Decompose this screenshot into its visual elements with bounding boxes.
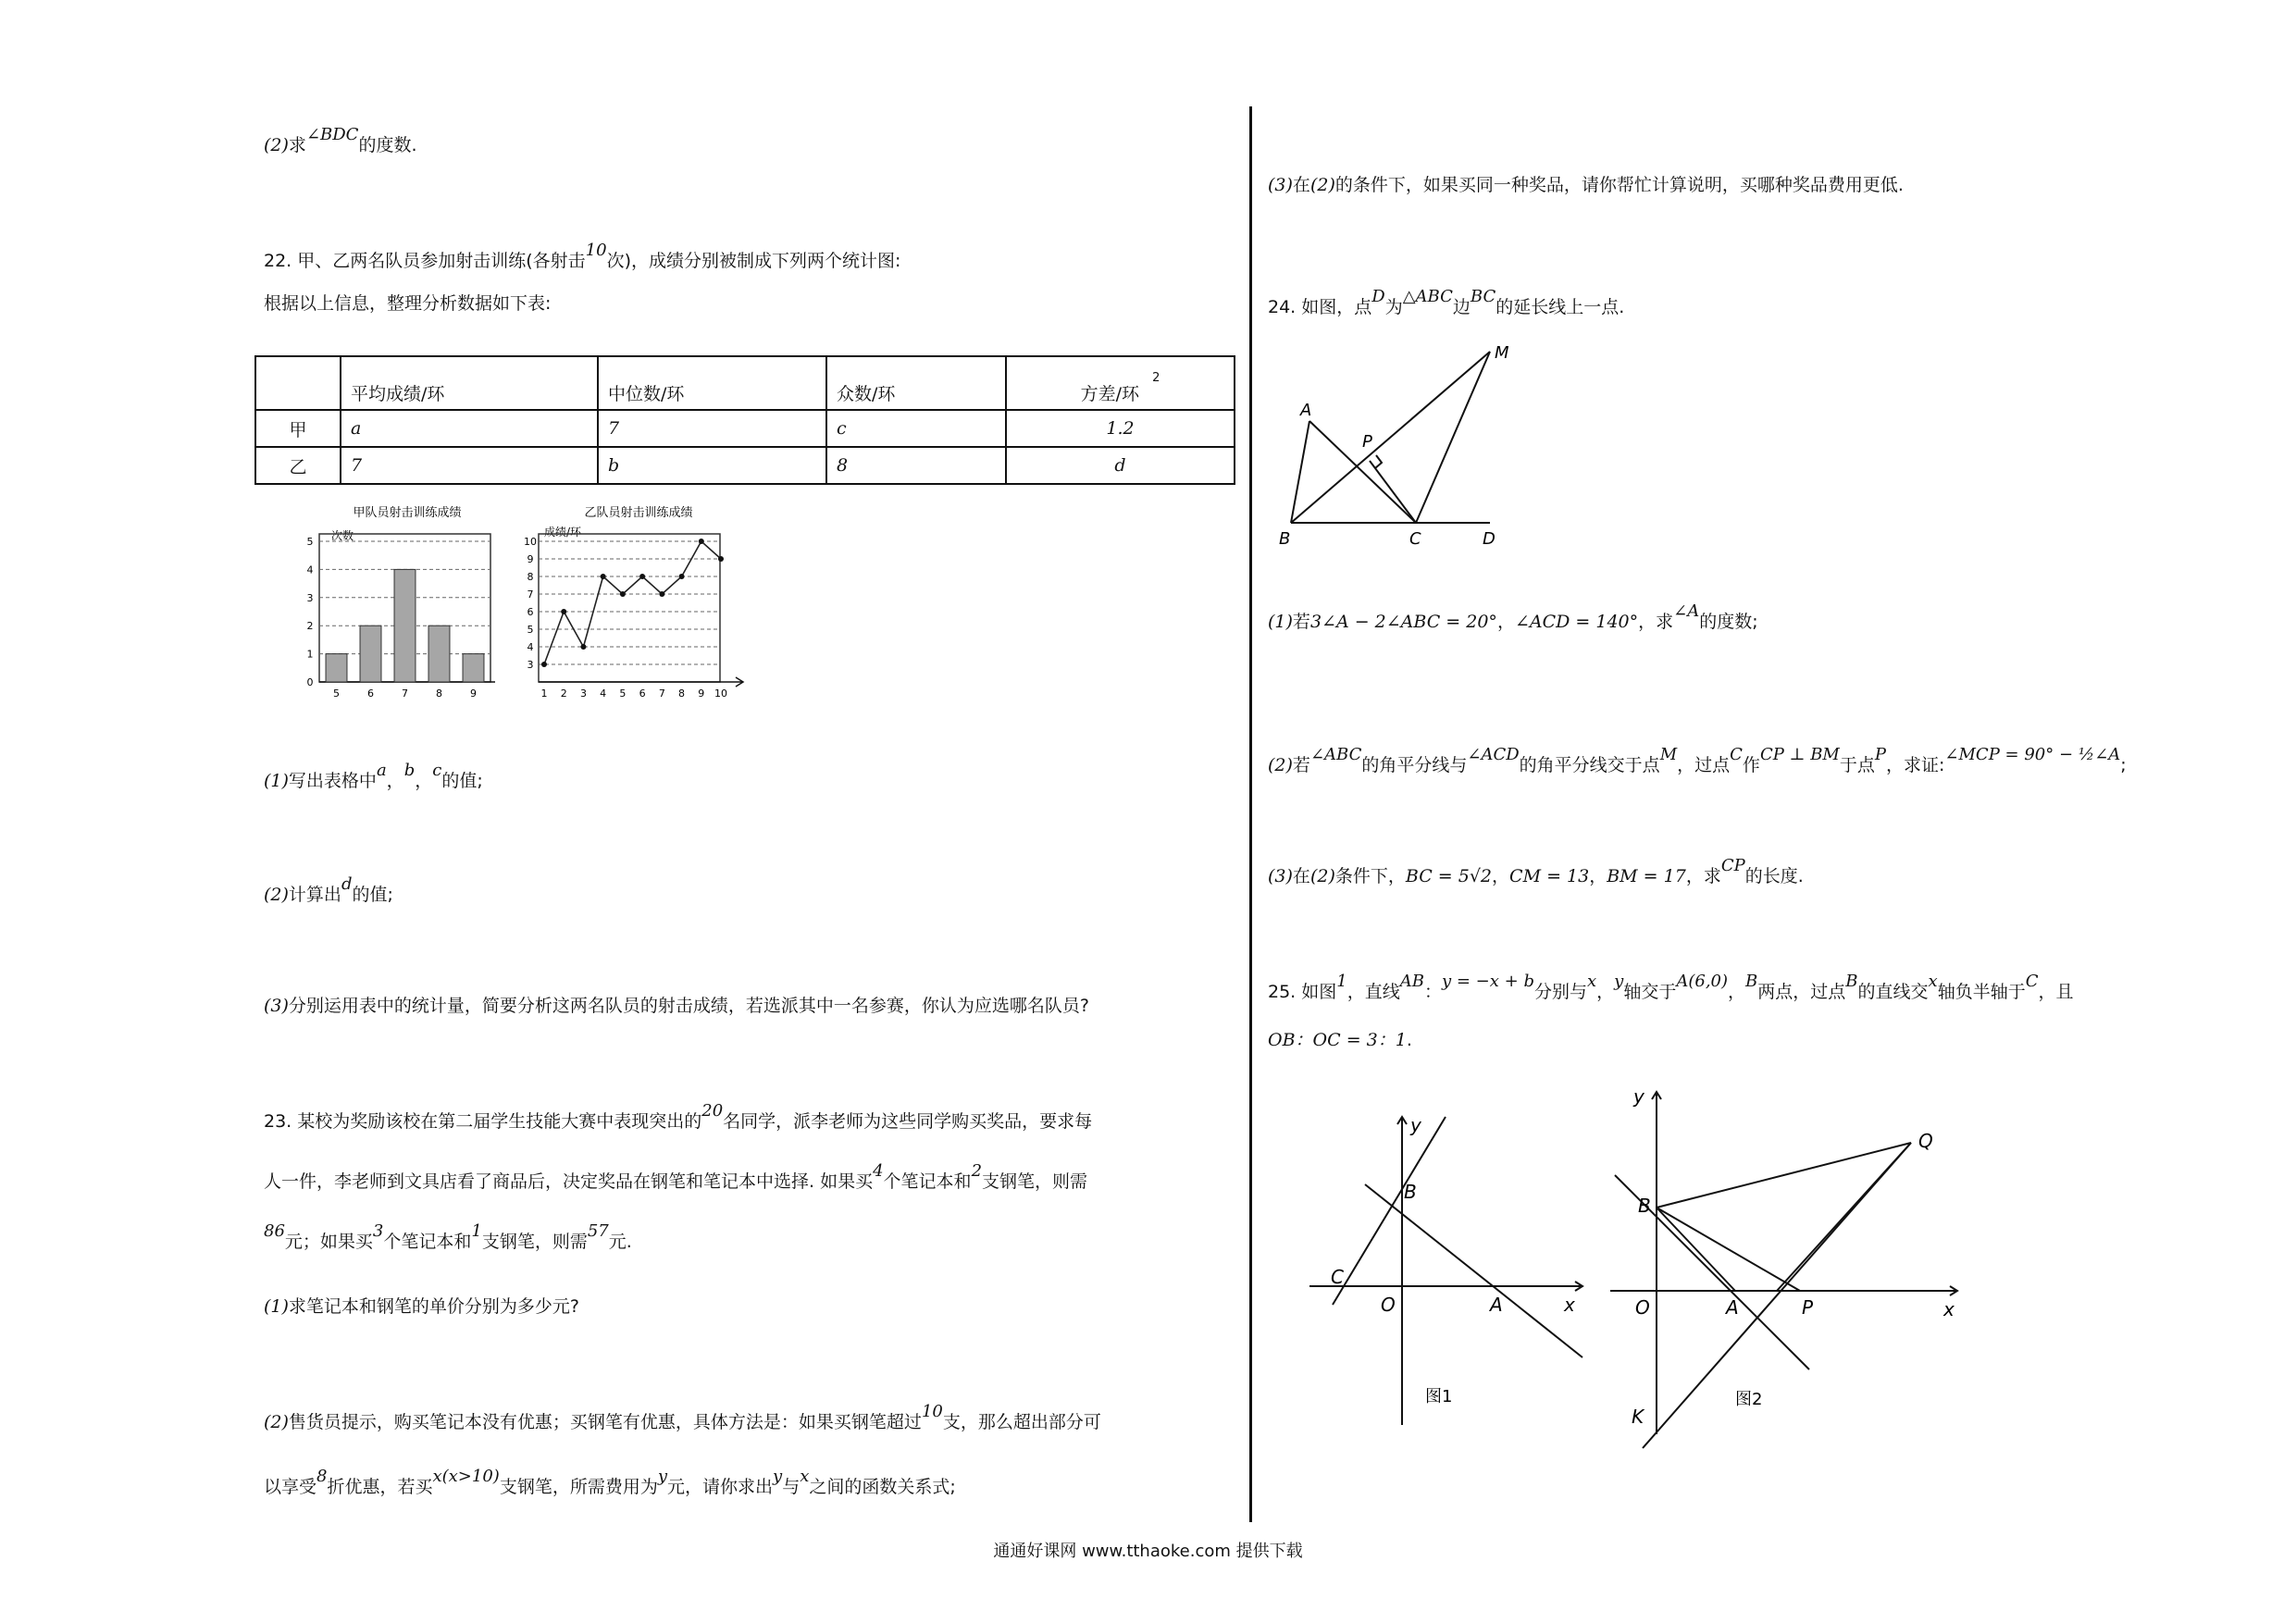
q22-part2: (2)计算出d的值; xyxy=(264,874,393,905)
x-tick-label: 7 xyxy=(658,688,665,700)
figure-caption: 图2 xyxy=(1735,1390,1763,1409)
table-row: 乙 7 b 8 d xyxy=(255,447,1235,484)
axis-label-x: x xyxy=(1943,1298,1955,1320)
chart-yi-line xyxy=(518,504,759,708)
y-tick-label: 4 xyxy=(527,641,534,653)
point-label-C: C xyxy=(1331,1266,1344,1288)
x-tick-label: 6 xyxy=(367,688,374,700)
bar xyxy=(428,626,450,682)
q25-stem-line2: OB：OC = 3：1. xyxy=(1268,1030,1412,1050)
x-tick-label: 7 xyxy=(402,688,408,700)
point-label-K: K xyxy=(1632,1406,1644,1428)
axis-label-y: y xyxy=(1410,1114,1421,1136)
y-tick-label: 7 xyxy=(527,588,534,601)
point-label-B: B xyxy=(1279,529,1291,549)
x-tick-label: 6 xyxy=(639,688,646,700)
header-mode: 众数/环 xyxy=(826,356,1006,410)
point-label-C: C xyxy=(1409,529,1421,549)
q24-part2: (2)若∠ABC的角平分线与∠ACD的角平分线交于点M，过点C作CP ⊥ BM于点P，求证:∠MCP = 90° − ½∠A; xyxy=(1268,745,2127,775)
bar xyxy=(394,569,416,682)
y-tick-label: 3 xyxy=(527,659,534,671)
y-tick-label: 2 xyxy=(306,620,314,633)
data-point xyxy=(601,574,606,579)
y-tick-label: 5 xyxy=(527,624,534,636)
bar xyxy=(326,654,347,682)
axis-label-x: x xyxy=(1564,1294,1575,1316)
point-label-P: P xyxy=(1802,1296,1814,1319)
header-median: 中位数/环 xyxy=(598,356,826,410)
y-tick-label: 10 xyxy=(524,536,537,548)
point-label-A: A xyxy=(1726,1296,1739,1319)
q23-line3: 86元；如果买3个笔记本和1支钢笔，则需57元. xyxy=(264,1221,632,1252)
data-point xyxy=(541,662,547,667)
y-tick-label: 3 xyxy=(306,591,314,604)
x-tick-label: 9 xyxy=(470,688,477,700)
x-tick-label: 3 xyxy=(579,688,587,700)
q21-part2: (2)求∠BDC的度数. xyxy=(264,125,417,155)
x-tick-label: 4 xyxy=(600,688,607,700)
point-label-B: B xyxy=(1404,1181,1417,1203)
point-label-O: O xyxy=(1635,1296,1650,1319)
point-label-A: A xyxy=(1490,1294,1503,1316)
y-tick-label: 4 xyxy=(306,564,314,576)
data-point xyxy=(620,591,626,597)
q23-line2: 人一件，李老师到文具店看了商品后，决定奖品在钢笔和笔记本中选择. 如果买4个笔记本和2支钢笔，则需 xyxy=(264,1161,1088,1192)
point-label-A: A xyxy=(1300,401,1312,420)
point-label-B: B xyxy=(1638,1195,1651,1217)
table-row: 甲 a 7 c 1.2 xyxy=(255,410,1235,447)
data-point xyxy=(580,644,586,650)
q24-figure xyxy=(1268,338,1527,560)
q25-figure-2 xyxy=(1606,1083,1976,1453)
x-tick-label: 5 xyxy=(619,688,627,700)
q25-stem-line1: 25. 如图1，直线AB：y = −x + b分别与x，y轴交于A(6,0)，B两点，过点B的直线交x轴负半轴于C，且 xyxy=(1268,972,2074,1002)
chart-ylabel: 次数 xyxy=(331,529,354,542)
data-point xyxy=(659,591,664,597)
series-line xyxy=(544,541,721,664)
q23-part1: (1)求笔记本和钢笔的单价分别为多少元? xyxy=(264,1296,580,1317)
footer-text: 通通好课网 www.tthaoke.com 提供下载 xyxy=(993,1542,1303,1561)
stats-table xyxy=(254,355,1235,485)
table-header-row xyxy=(255,356,1235,410)
x-tick-label: 10 xyxy=(714,688,727,700)
bar xyxy=(360,626,381,682)
chart-jia-bar xyxy=(296,504,509,708)
x-tick-label: 9 xyxy=(698,688,705,700)
y-tick-label: 6 xyxy=(527,606,534,618)
q24-part3: (3)在(2)条件下，BC = 5√2，CM = 13，BM = 17，求CP的长度. xyxy=(1268,856,1804,886)
chart-title: 甲队员射击训练成绩 xyxy=(353,506,462,520)
q23-part3: (3)在(2)的条件下，如果买同一种奖品，请你帮忙计算说明，买哪种奖品费用更低. xyxy=(1268,175,1904,195)
header-variance: 方差/环$^2$ xyxy=(1006,356,1235,410)
q23-part2-line2: 以享受8折优惠，若买x(x>10)支钢笔，所需费用为y元，请你求出y与x之间的函数关系式; xyxy=(264,1467,956,1497)
column-divider xyxy=(1249,106,1252,1522)
q24-stem: 24. 如图，点D为△ABC边BC的延长线上一点. xyxy=(1268,287,1625,317)
x-tick-label: 1 xyxy=(540,688,548,700)
q23-part2-line1: (2)售货员提示，购买笔记本没有优惠；买钢笔有优惠，具体方法是：如果买钢笔超过10支，那么超出部分可 xyxy=(264,1402,1101,1432)
y-tick-label: 8 xyxy=(527,571,534,583)
x-tick-label: 2 xyxy=(560,688,567,700)
x-tick-label: 5 xyxy=(333,688,340,700)
point-label-Q: Q xyxy=(1918,1130,1933,1152)
q23-line1: 23. 某校为奖励该校在第二届学生技能大赛中表现突出的20名同学，派李老师为这些同学购买奖品，要求每 xyxy=(264,1101,1093,1132)
point-label-M: M xyxy=(1495,343,1509,363)
figure-caption: 图1 xyxy=(1425,1387,1453,1406)
q22-part1: (1)写出表格中a，b，c的值; xyxy=(264,761,483,791)
q22-part3: (3)分别运用表中的统计量，简要分析这两名队员的射击成绩，若选派其中一名参赛，你认为应选哪名队员? xyxy=(264,996,1090,1016)
point-label-P: P xyxy=(1362,432,1372,452)
data-point xyxy=(699,539,704,544)
data-point xyxy=(561,609,566,614)
x-tick-label: 8 xyxy=(436,688,442,700)
q25-figure-1 xyxy=(1296,1106,1592,1439)
data-point xyxy=(639,574,645,579)
data-point xyxy=(718,556,724,562)
q22-stem: 22. 甲、乙两名队员参加射击训练(各射击10次)，成绩分别被制成下列两个统计图: xyxy=(264,241,901,271)
x-tick-label: 8 xyxy=(678,688,686,700)
header-mean: 平均成绩/环 xyxy=(341,356,598,410)
q22-intro: 根据以上信息，整理分析数据如下表: xyxy=(264,293,552,314)
y-tick-label: 1 xyxy=(306,648,314,661)
point-label-O: O xyxy=(1381,1294,1396,1316)
data-point xyxy=(679,574,685,579)
y-tick-label: 9 xyxy=(527,553,534,565)
chart-ylabel: 成绩/环 xyxy=(544,526,582,539)
chart-title: 乙队员射击训练成绩 xyxy=(584,506,693,520)
point-label-D: D xyxy=(1483,529,1496,549)
axis-label-y: y xyxy=(1633,1085,1644,1108)
y-tick-label: 5 xyxy=(306,536,314,548)
bar xyxy=(463,654,484,682)
y-tick-label: 0 xyxy=(306,676,314,688)
q24-part1: (1)若3∠A − 2∠ABC = 20°，∠ACD = 140°，求∠A的度数; xyxy=(1268,601,1758,632)
